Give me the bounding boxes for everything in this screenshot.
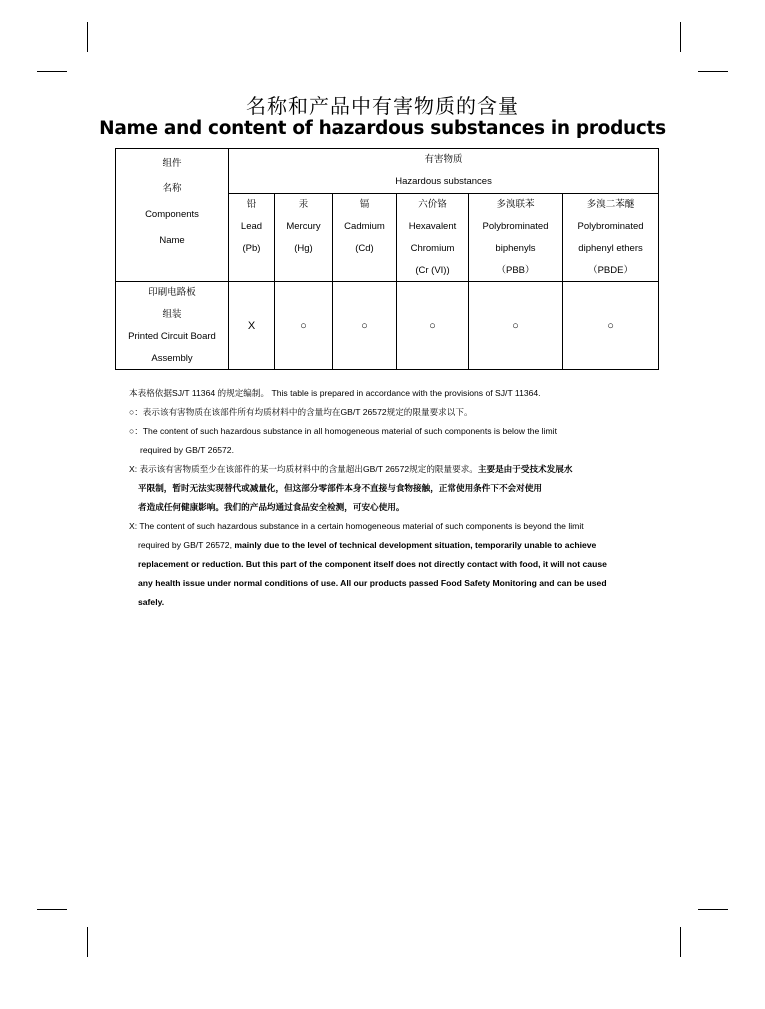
cell-mercury-value: ○ xyxy=(275,282,333,370)
note-circle-en-line2: required by GB/T 26572. xyxy=(140,445,234,455)
note-x-en-line5: safely. xyxy=(138,597,165,607)
note-standard-en: This table is prepared in accordance with the provisions of SJ/T 11364. xyxy=(271,388,541,398)
note-standard xyxy=(129,384,619,403)
substances-header-en: Hazardous substances xyxy=(395,176,492,187)
col-header-mercury-en1: Mercury xyxy=(286,221,321,232)
col-header-cadmium xyxy=(333,194,397,282)
components-header-cn2: 名称 xyxy=(162,183,182,195)
col-header-hexavalent-chromium xyxy=(397,194,469,282)
col-header-cadmium-en2: (Cd) xyxy=(355,243,374,254)
components-header-cell xyxy=(116,149,229,282)
row-label-cn2: 组装 xyxy=(162,309,182,320)
cell-pbb-value: ○ xyxy=(469,282,563,370)
col-header-chromium-en2: Chromium xyxy=(410,243,455,254)
row-label-en1: Printed Circuit Board xyxy=(128,331,216,342)
cell-chromium-value: ○ xyxy=(397,282,469,370)
crop-mark-top-right-v xyxy=(680,22,681,52)
title-english: Name and content of hazardous substances in products xyxy=(99,118,666,139)
cell-cadmium-value: ○ xyxy=(333,282,397,370)
col-header-mercury-cn: 汞 xyxy=(298,199,309,210)
col-header-pbde xyxy=(563,194,659,282)
col-header-chromium-en1: Hexavalent xyxy=(408,221,457,232)
col-header-pbb-en3: （PBB） xyxy=(496,265,535,276)
crop-mark-bottom-left-v xyxy=(87,927,88,957)
col-header-lead xyxy=(229,194,275,282)
cell-lead-value: X xyxy=(229,282,275,370)
col-header-pbde-en1: Polybrominated xyxy=(577,221,644,232)
row-label-pcb-assembly xyxy=(116,282,229,370)
col-header-pbb-cn: 多溴联苯 xyxy=(496,199,535,210)
components-header-en2: Name xyxy=(159,234,185,246)
note-x-en-line2-part2: mainly due to the level of technical development situation, temporarily unable to achieve xyxy=(234,540,597,550)
components-header-en1: Components xyxy=(145,208,199,220)
note-x-cn-part1: X: 表示该有害物质至少在该部件的某一均质材料中的含量超出GB/T 26572规定的限量要求。 xyxy=(129,464,478,474)
crop-mark-top-right-h xyxy=(698,71,728,72)
col-header-lead-cn: 铅 xyxy=(246,199,257,210)
table-row xyxy=(116,282,659,370)
col-header-chromium-en3: (Cr (VI)) xyxy=(415,265,450,276)
substances-header-cn: 有害物质 xyxy=(424,154,463,165)
note-x-cn-line1 xyxy=(129,460,619,479)
col-header-pbb-en1: Polybrominated xyxy=(482,221,549,232)
col-header-pbde-en3: （PBDE） xyxy=(588,265,633,276)
note-x-en-line3: replacement or reduction. But this part of the component itself does not directly contact with food, it will not cause xyxy=(138,559,607,569)
title-chinese: 名称和产品中有害物质的含量 xyxy=(246,94,519,118)
substances-header-cell xyxy=(229,149,659,194)
cell-pbde-value: ○ xyxy=(563,282,659,370)
note-x-cn-part2: 主要是由于受技术发展水 xyxy=(477,464,573,474)
notes-section xyxy=(129,384,619,612)
col-header-pbb-en2: biphenyls xyxy=(495,243,536,254)
note-x-en-line1: X: The content of such hazardous substance in a certain homogeneous material of such components is beyond the limit xyxy=(129,521,584,531)
row-label-en2: Assembly xyxy=(151,353,193,364)
col-header-mercury-en3 xyxy=(275,260,332,282)
crop-mark-bottom-right-h xyxy=(698,909,728,910)
components-header-cn1: 组件 xyxy=(162,157,182,169)
crop-mark-bottom-left-h xyxy=(37,909,67,910)
crop-mark-top-left-v xyxy=(87,22,88,52)
col-header-chromium-cn: 六价铬 xyxy=(418,199,447,210)
col-header-lead-en2: (Pb) xyxy=(242,243,261,254)
col-header-pbde-cn: 多溴二苯醚 xyxy=(586,199,635,210)
col-header-pbb xyxy=(469,194,563,282)
note-circle-en-line1: ○：The content of such hazardous substance in all homogeneous material of such components is below the limit xyxy=(129,426,557,436)
note-x-cn-line3: 者造成任何健康影响。我们的产品均通过食品安全检测，可安心使用。 xyxy=(138,502,405,512)
col-header-mercury-en2: (Hg) xyxy=(294,243,313,254)
note-x-en-line2 xyxy=(129,536,619,555)
col-header-cadmium-cn: 镉 xyxy=(359,199,370,210)
note-x-cn-line2: 平限制，暂时无法实现替代或减量化，但这部分零部件本身不直接与食物接触，正常使用条件下不会对使用 xyxy=(138,483,542,493)
col-header-cadmium-en3 xyxy=(333,260,396,282)
note-circle-cn: ○：表示该有害物质在该部件所有均质材料中的含量均在GB/T 26572规定的限量要求以下。 xyxy=(129,407,473,417)
note-x-en-line4: any health issue under normal conditions of use. All our products passed Food Safety Monitoring and can be used xyxy=(138,578,607,588)
col-header-lead-en1: Lead xyxy=(240,221,263,232)
note-standard-cn: 本表格依据SJ/T 11364 的规定编制。 xyxy=(129,388,270,398)
col-header-mercury xyxy=(275,194,333,282)
col-header-lead-en3 xyxy=(229,260,274,282)
crop-mark-top-left-h xyxy=(37,71,67,72)
hazardous-substances-table xyxy=(115,148,659,370)
row-label-cn1: 印刷电路板 xyxy=(148,287,196,298)
note-x-en-line2-part1: required by GB/T 26572, xyxy=(138,540,235,550)
crop-mark-bottom-right-v xyxy=(680,927,681,957)
col-header-pbde-en2: diphenyl ethers xyxy=(578,243,643,254)
col-header-cadmium-en1: Cadmium xyxy=(344,221,385,232)
